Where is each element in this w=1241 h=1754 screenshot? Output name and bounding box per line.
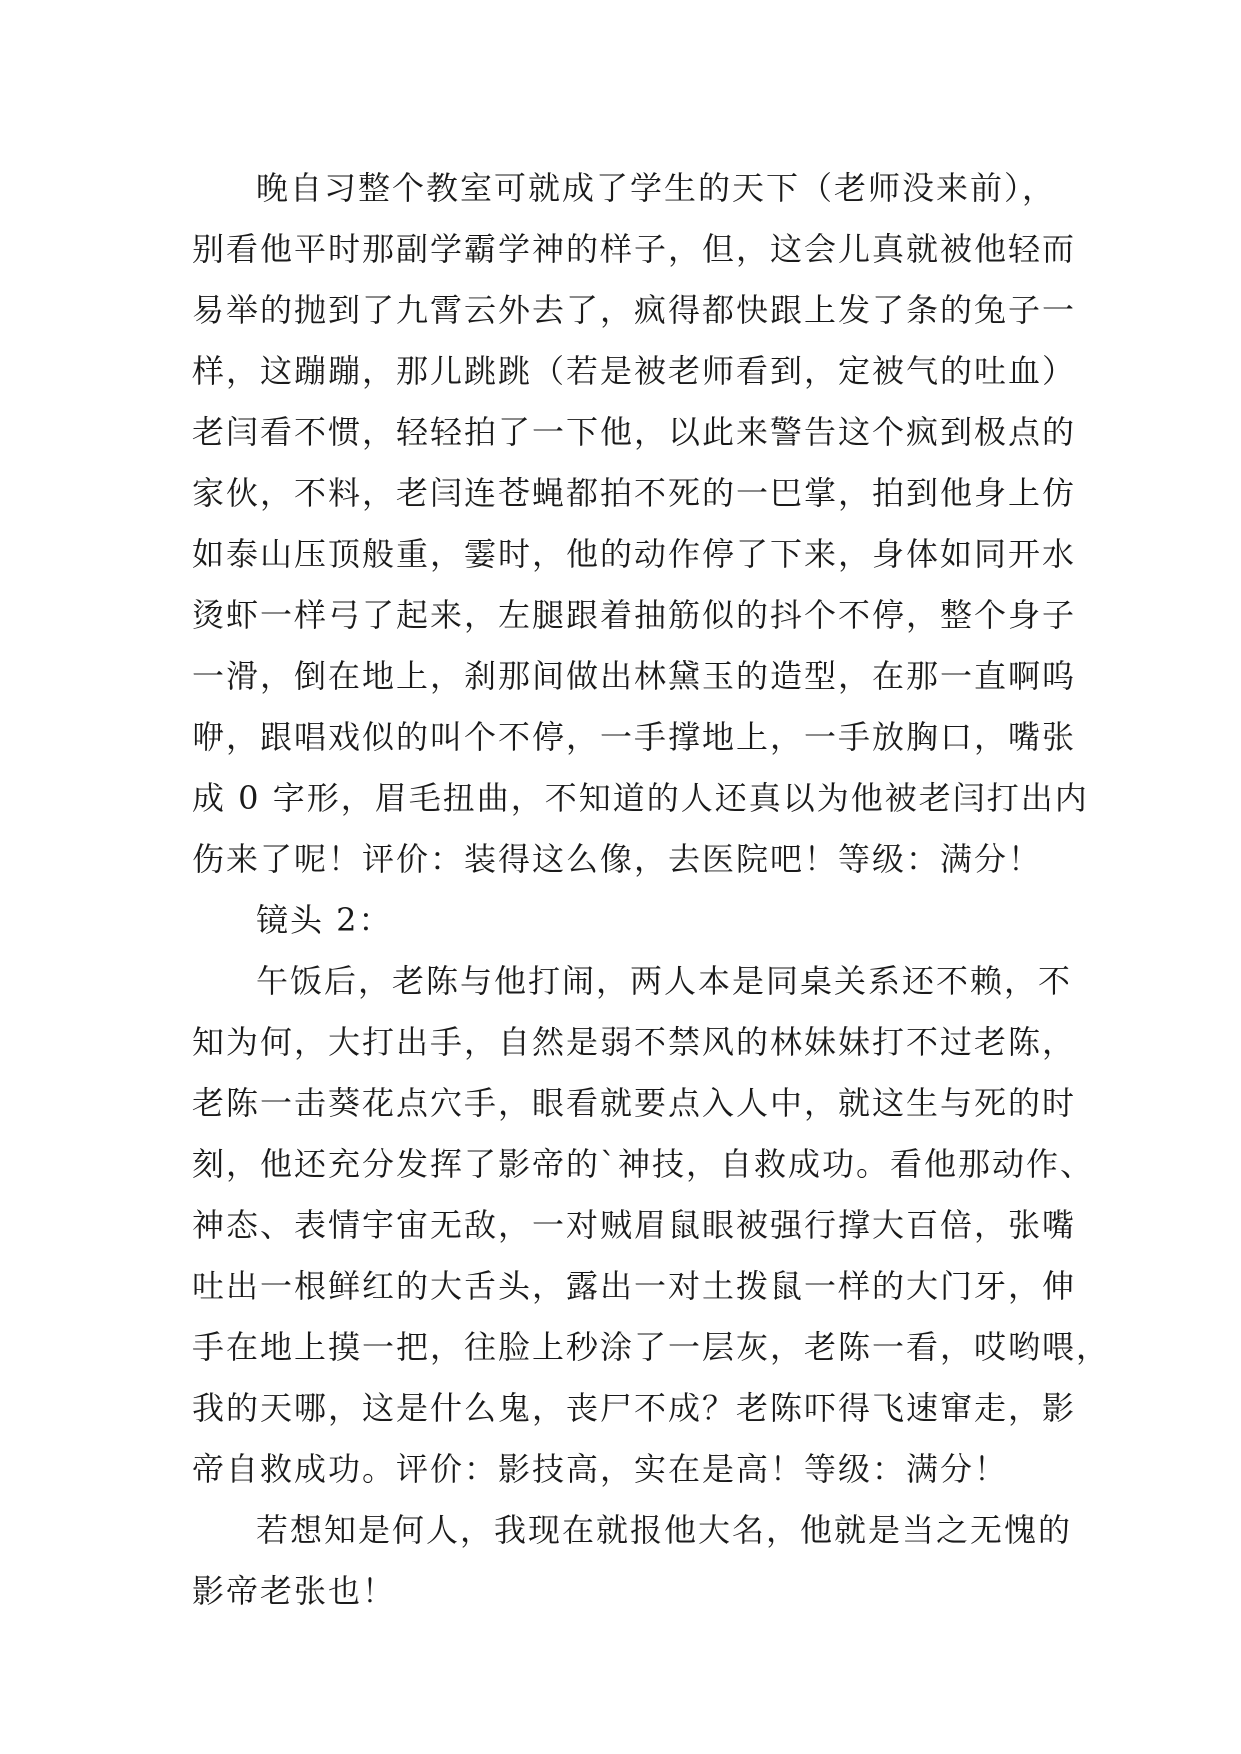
- text-line: 烫虾一样弓了起来，左腿跟着抽筋似的抖个不停，整个身子: [192, 596, 1077, 634]
- text-line: 老闫看不惯，轻轻拍了一下他，以此来警告这个疯到极点的: [192, 413, 1077, 451]
- text-line: 样，这蹦蹦，那儿跳跳（若是被老师看到，定被气的吐血）: [192, 352, 1077, 390]
- text-line: 神态、表情宇宙无敌，一对贼眉鼠眼被强行撑大百倍，张嘴: [192, 1206, 1077, 1244]
- text-line: 若想知是何人，我现在就报他大名，他就是当之无愧的: [256, 1511, 1073, 1549]
- text-line: 影帝老张也！: [192, 1572, 397, 1610]
- text-line: 吐出一根鲜红的大舌头，露出一对土拨鼠一样的大门牙，伸: [192, 1267, 1077, 1305]
- text-line: 易举的抛到了九霄云外去了，疯得都快跟上发了条的兔子一: [192, 291, 1077, 329]
- text-line: 咿，跟唱戏似的叫个不停，一手撑地上，一手放胸口，嘴张: [192, 718, 1077, 756]
- text-line: 我的天哪，这是什么鬼，丧尸不成？老陈吓得飞速窜走，影: [192, 1389, 1077, 1427]
- text-line: 如泰山压顶般重，霎时，他的动作停了下来，身体如同开水: [192, 535, 1077, 573]
- section-heading: 镜头 2：: [256, 901, 393, 939]
- text-line: 成 0 字形，眉毛扭曲，不知道的人还真以为他被老闫打出内: [192, 779, 1089, 817]
- text-line: 伤来了呢！评价：装得这么像，去医院吧！等级：满分！: [192, 840, 1043, 878]
- text-line: 手在地上摸一把，往脸上秒涂了一层灰，老陈一看，哎哟喂，: [192, 1328, 1111, 1366]
- body-text: [192, 158, 1111, 1622]
- text-line: 一滑，倒在地上，刹那间做出林黛玉的造型，在那一直啊呜: [192, 657, 1077, 695]
- text-line: 老陈一击葵花点穴手，眼看就要点入人中，就这生与死的时: [192, 1084, 1077, 1122]
- text-line: 帝自救成功。评价：影技高，实在是高！等级：满分！: [192, 1450, 1009, 1488]
- text-line: 晚自习整个教室可就成了学生的天下（老师没来前），: [256, 169, 1057, 207]
- text-line: 刻，他还充分发挥了影帝的`神技，自救成功。看他那动作、: [192, 1145, 1095, 1183]
- text-line: 午饭后，老陈与他打闹，两人本是同桌关系还不赖，不: [256, 962, 1073, 1000]
- text-line: 知为何，大打出手，自然是弱不禁风的林妹妹打不过老陈，: [192, 1023, 1077, 1061]
- text-line: 家伙，不料，老闫连苍蝇都拍不死的一巴掌，拍到他身上仿: [192, 474, 1077, 512]
- text-line: 别看他平时那副学霸学神的样子，但，这会儿真就被他轻而: [192, 230, 1077, 268]
